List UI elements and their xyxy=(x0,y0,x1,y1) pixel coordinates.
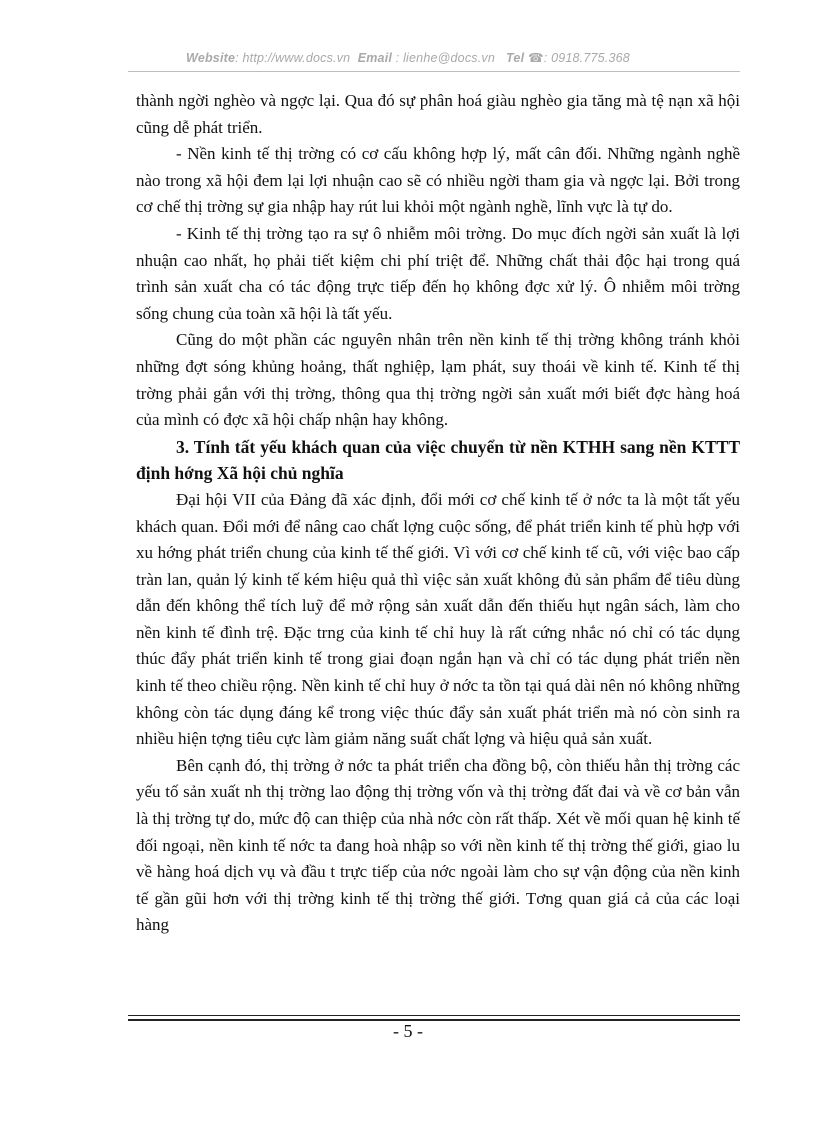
page-number: - 5 - xyxy=(393,1021,423,1041)
email-label: Email xyxy=(357,51,393,65)
phone-icon: ☎ xyxy=(527,51,544,65)
tel-value: : 0918.775.368 xyxy=(543,51,630,65)
paragraph-4: Cũng do một phần các nguyên nhân trên nền kinh tế thị trờng không tránh khỏi những đợt sóng khủng hoảng, thất nghiệp, lạm phát, suy thoái về kinh tế. Kinh tế thị trờng phải gắn với thị trờng, thông qua thị trờng ngời sản xuất mới biết đợc hàng hoá của mình có đợc xã hội chấp nhận hay không. xyxy=(136,330,740,430)
paragraph-1: thành ngời nghèo và ngợc lại. Qua đó sự phân hoá giàu nghèo gia tăng mà tệ nạn xã hội cũng dễ phát triển. xyxy=(136,91,740,137)
website-label: Website xyxy=(186,51,236,65)
paragraph-2: - Nền kinh tế thị trờng có cơ cấu không hợp lý, mất cân đối. Những ngành nghề nào trong xã hội đem lại lợi nhuận cao sẽ có nhiều ngời tham gia và ngợc lại. Bởi trong cơ chế thị trờng sự gia nhập hay rút lui khỏi một ngành nghề, lĩnh vực là tự do. xyxy=(136,144,740,217)
footer-rule-thin xyxy=(128,1015,740,1016)
paragraph-3: - Kinh tế thị trờng tạo ra sự ô nhiễm môi trờng. Do mục đích ngời sản xuất là lợi nhuận cao nhất, họ phải tiết kiệm chi phí triệt để. Những chất thải độc hại trong quá trình sản xuất cha có tác động trực tiếp đến họ không đợc xử lý. Ô nhiễm môi trờng sống chung của toàn xã hội là tất yếu. xyxy=(136,223,740,323)
header-rule xyxy=(128,71,740,72)
tel-label: Tel xyxy=(506,51,525,65)
website-value: : http://www.docs.vn xyxy=(235,51,351,65)
paragraph-5: Đại hội VII của Đảng đã xác định, đổi mới cơ chế kinh tế ở nớc ta là một tất yếu khách quan. Đổi mới để nâng cao chất lợng cuộc sống, để phát triển kinh tế phù hợp với xu hớng phát triển chung của kinh tế thế giới. Vì với cơ chế kinh tế cũ, với việc bao cấp tràn lan, quản lý kinh tế kém hiệu quả thì việc sản xuất không đủ sản phẩm để tiêu dùng dẫn đến không thể tích luỹ để mở rộng sản xuất dẫn đến thiếu hụt ngân sách, làm cho nền kinh tế đình trệ. Đặc trng của kinh tế chỉ huy là rất cứng nhắc nó chỉ có tác dụng thúc đẩy phát triển kinh tế trong giai đoạn ngắn hạn và chỉ có tác dụng phát triển nền kinh tế theo chiều rộng. Nền kinh tế chỉ huy ở nớc ta tồn tại quá dài nên nó không những không còn tác dụng đáng kể trong việc thúc đẩy sản xuất phát triển mà nó còn sinh ra nhiều hiện tợng tiêu cực làm giảm năng suất chất lợng và hiệu quả sản xuất. xyxy=(136,489,740,749)
section-heading: 3. Tính tất yếu khách quan của việc chuyển từ nền KTHH sang nền KTTT định hớng Xã hội chủ nghĩa xyxy=(136,436,740,484)
paragraph-6: Bên cạnh đó, thị trờng ở nớc ta phát triển cha đồng bộ, còn thiếu hẳn thị trờng các yếu tố sản xuất nh thị trờng lao động thị trờng vốn và thị trờng đất đai và về cơ bản vẫn là thị trờng tự do, mức độ can thiệp của nhà nớc còn rất thấp. Xét về mối quan hệ kinh tế đối ngoại, nền kinh tế nớc ta đang hoà nhập so với nền kinh tế thị trờng thế giới, giao lu về hàng hoá dịch vụ và đầu t trực tiếp của nớc ngoài làm cho sự vận động của nền kinh tế gần gũi hơn với thị trờng kinh tế thị trờng thế giới. Tơng quan giá cả của các loại hàng xyxy=(136,755,740,935)
email-value: : lienhe@docs.vn xyxy=(395,51,496,65)
document-body xyxy=(136,88,740,939)
page-header xyxy=(0,50,816,65)
